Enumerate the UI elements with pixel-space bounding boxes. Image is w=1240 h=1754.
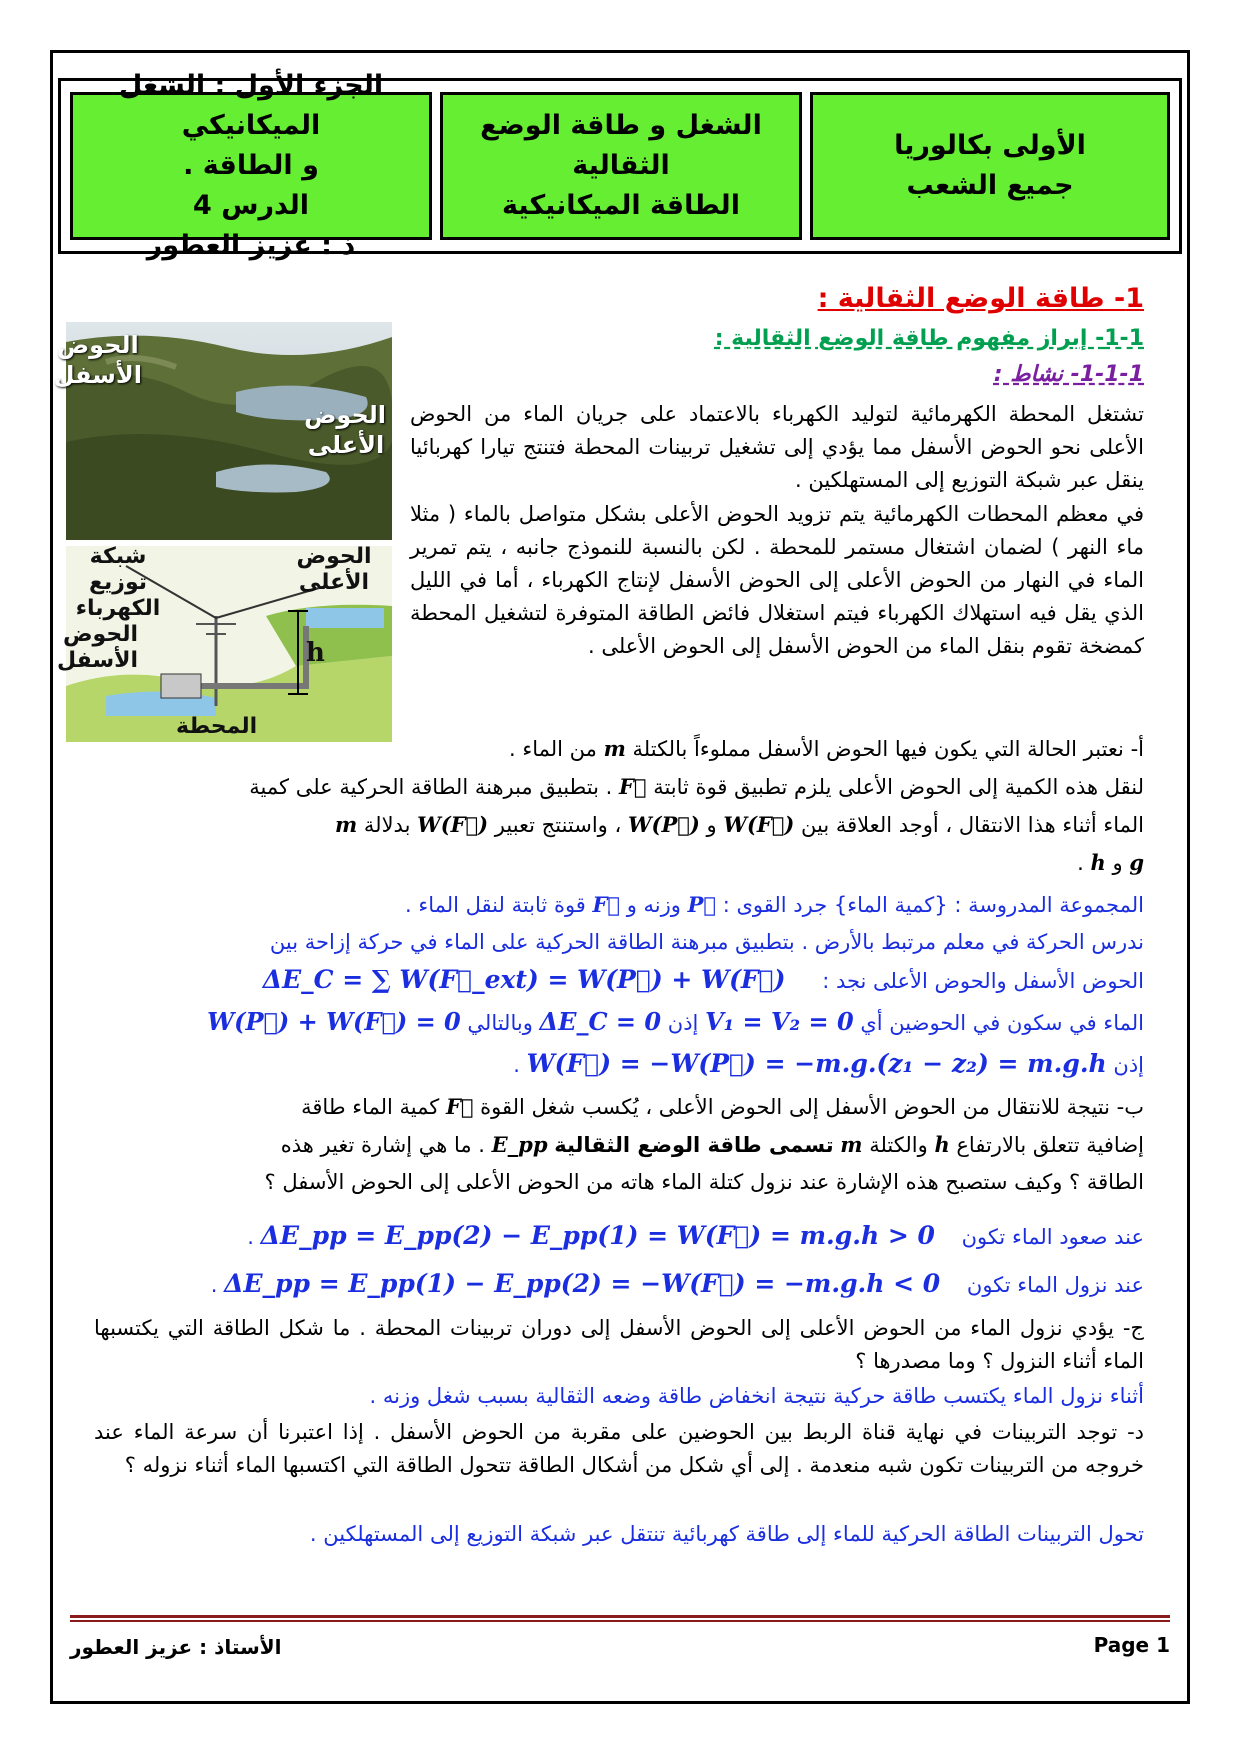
q-a3-start: الماء أثناء هذا الانتقال ، أوجد العلاقة بين: [801, 813, 1144, 837]
q-b2-end: . ما هي إشارة تغير هذه: [280, 1133, 485, 1157]
ans-b1-text: عند صعود الماء تكون: [961, 1225, 1144, 1249]
level-stream: جميع الشعب: [906, 170, 1074, 201]
diagram-label-upper: الحوض الأعلى: [296, 544, 372, 595]
math-m-3: m: [840, 1132, 863, 1157]
q-a3-and: و: [706, 813, 717, 837]
q-b1-end: كمية الماء طاقة: [301, 1095, 440, 1119]
footer-rule: [70, 1615, 1170, 1618]
question-a-line1: [410, 732, 1144, 766]
ans-c-text: أثناء نزول الماء يكتسب طاقة حركية نتيجة انخفاض طاقة وضعه الثقالية بسبب شغل وزنه .: [369, 1384, 1144, 1408]
ans-a2-text: ندرس الحركة في معلم مرتبط بالأرض . بتطبيق مبرهنة الطاقة الحركية على الماء في حركة إزاحة بين: [269, 930, 1144, 954]
answer-a-line5: إذن W(F⃗) = −W(P⃗) = −m.g.(z₁ − z₂) = m.g.h .: [513, 1049, 1144, 1078]
ans-d-text: تحول التربينات الطاقة الحركية للماء إلى طاقة كهربائية تنتقل عبر شبكة التوزيع إلى المستهلكين .: [309, 1522, 1144, 1546]
math-Epp: E_pp: [491, 1132, 548, 1157]
level-title: الأولى بكالوريا: [894, 130, 1086, 161]
equation-velocities: V₁ = V₂ = 0: [705, 1007, 854, 1036]
answer-c: [94, 1380, 1144, 1413]
diagram-label-height: h: [306, 638, 325, 668]
question-a-line3: [94, 808, 1144, 842]
reservoir-photo: [53, 322, 392, 540]
q-b2-mass: والكتلة: [869, 1133, 928, 1157]
math-WF: W(F⃗): [723, 812, 795, 837]
answer-b-line1: عند صعود الماء تكون ΔE_pp = E_pp(2) − E_pp(1) = W(F⃗) = m.g.h > 0 .: [247, 1221, 1144, 1250]
math-h-2: h: [934, 1132, 950, 1157]
q-b3-text: الطاقة ؟ وكيف ستصبح هذه الإشارة عند نزول كتلة الماء هاته من الحوض الأعلى إلى الحوض الأسفل ؟: [264, 1170, 1144, 1194]
question-a-line4: g و h .: [1077, 850, 1144, 875]
ans-a3-text: الحوض الأسفل والحوض الأعلى نجد :: [822, 969, 1144, 993]
photo-label-upper: الحوض الأعلى: [304, 401, 386, 459]
paragraph-operation: [410, 498, 1144, 663]
question-b-line2: [94, 1128, 1144, 1162]
part-title: الجزء الأول : الشغل الميكانيكي: [118, 70, 384, 141]
math-WF-2: W(F⃗): [417, 812, 489, 837]
equation-work-sum: W(P⃗) + W(F⃗) = 0: [207, 1007, 461, 1036]
q-b1-text: ب- نتيجة للانتقال من الحوض الأسفل إلى الحوض الأعلى ، يُكسب شغل القوة: [480, 1095, 1144, 1119]
math-m-2: m: [334, 812, 358, 837]
teacher-name: ذ : عزيز العطور: [146, 230, 356, 261]
q-a2-end: . بتطبيق مبرهنة الطاقة الحركية على كمية: [249, 775, 613, 799]
ans-a1-text: المجموعة المدروسة : {كمية الماء} جرد القوى :: [722, 893, 1144, 917]
equation-delta-ec: ΔE_C = 0: [539, 1007, 662, 1036]
header-lesson-box: [440, 92, 802, 240]
equation-rise: ΔE_pp = E_pp(2) − E_pp(1) = W(F⃗) = m.g.h > 0: [260, 1221, 935, 1250]
answer-d: [94, 1518, 1144, 1551]
ans-a4-text: الماء في سكون في الحوضين أي: [860, 1011, 1144, 1035]
question-c: [94, 1312, 1144, 1378]
answer-b-line2: عند نزول الماء تكون ΔE_pp = E_pp(1) − E_pp(2) = −W(F⃗) = −m.g.h < 0 .: [210, 1269, 1144, 1298]
section-heading: 1- طاقة الوضع الثقالية :: [817, 283, 1144, 314]
photo-label-lower: الحوض الأسفل: [53, 331, 142, 389]
math-WP: W(P⃗): [627, 812, 700, 837]
lesson-title: الشغل و طاقة الوضع الثقالية: [480, 110, 762, 181]
answer-a-line3: [263, 962, 1144, 999]
question-d: [94, 1416, 1144, 1482]
question-b-line3: [94, 1166, 1144, 1199]
subsection-heading: 1-1- إبراز مفهوم طاقة الوضع الثقالية :: [714, 326, 1144, 351]
math-F-2: F⃗: [592, 892, 621, 917]
math-h: h: [1090, 850, 1106, 875]
part-title-cont: و الطاقة .: [183, 150, 319, 181]
q-a4-and: و: [1112, 851, 1123, 875]
answer-a-line4: [207, 1004, 1144, 1041]
math-P: P⃗: [687, 892, 717, 917]
lesson-number: الدرس 4: [193, 190, 309, 221]
diagram-label-lower: الحوض الأسفل: [56, 622, 138, 673]
question-b-line1: [94, 1090, 1144, 1124]
footer-teacher: الأستاذ : عزيز العطور: [70, 1635, 282, 1659]
ans-b2-text: عند نزول الماء تكون: [966, 1273, 1144, 1297]
ans-a4-so: وبالتالي: [467, 1011, 533, 1035]
q-a1-text: أ- نعتبر الحالة التي يكون فيها الحوض الأسفل مملوءاً بالكتلة: [632, 737, 1144, 761]
q-a2-text: لنقل هذه الكمية إلى الحوض الأعلى يلزم تطبيق قوة ثابتة: [653, 775, 1144, 799]
question-a-line2: [94, 770, 1144, 804]
q-a3-mid: ، واستنتج تعبير: [494, 813, 622, 837]
math-g: g: [1129, 850, 1144, 875]
ans-a1-w: وزنه و: [626, 893, 681, 917]
header-part-box: [70, 70, 432, 261]
station-diagram: [56, 544, 392, 742]
q-d-text: د- توجد التربينات في نهاية قناة الربط بين الحوضين على مقربة من الحوض الأسفل . إذا اعتبرنا أن سرعة الماء عند خروجه من التربينات تكون شبه منعدمة . إلى أي شكل من أشكال الطاقة تتحول الطاقة التي اكتسبها الماء أثناء نزوله ؟: [94, 1420, 1144, 1477]
equation-kinetic-theorem: ΔE_C = ∑ W(F⃗_ext) = W(P⃗) + W(F⃗): [262, 965, 786, 994]
diagram-label-station: المحطة: [176, 714, 258, 739]
footer-page-number: Page 1: [1093, 1633, 1170, 1657]
math-m: m: [603, 736, 626, 761]
footer-rule-2: [70, 1620, 1170, 1622]
equation-work-result: W(F⃗) = −W(P⃗) = −m.g.(z₁ − z₂) = m.g.h: [526, 1049, 1107, 1078]
math-F-3: F⃗: [445, 1094, 474, 1119]
paragraph-operation-text: في معظم المحطات الكهرمائية يتم تزويد الحوض الأعلى بشكل متواصل بالماء ( مثلا ماء النهر ) لضمان اشتغال مستمر للمحطة . لكن بالنسبة للنموذج جانبه ، يتم تمرير الماء في النهار من الحوض الأعلى إلى الحوض الأسفل لإنتاج الكهرباء ، أما في الليل الذي يقل فيه استهلاك الكهرباء فيتم استغلال فائض الطاقة المتوفرة لتشغيل المحطة كمضخة تقوم بنقل الماء من الحوض الأسفل إلى الحوض الأعلى .: [410, 502, 1144, 658]
q-a1-end: من الماء .: [509, 737, 597, 761]
ans-a5-text: إذن: [1113, 1053, 1144, 1077]
activity-heading: 1-1-1- نشاط :: [993, 362, 1144, 387]
paragraph-intro-text: تشتغل المحطة الكهرمائية لتوليد الكهرباء بالاعتماد على جريان الماء من الحوض الأعلى نحو الحوض الأسفل مما يؤدي إلى تشغيل تربينات المحطة فتنتج تيارا كهربائيا ينقل عبر شبكة التوزيع إلى المستهلكين .: [410, 402, 1144, 492]
diagram-label-network: شبكة توزيع الكهرباء: [75, 544, 161, 621]
math-F: F⃗: [619, 774, 647, 799]
q-a3-end: بدلالة: [363, 813, 411, 837]
ans-a4-then: إذن: [667, 1011, 699, 1035]
answer-a-line2: [94, 926, 1144, 959]
equation-fall: ΔE_pp = E_pp(1) − E_pp(2) = −W(F⃗) = −m.g.h < 0: [224, 1269, 941, 1298]
lesson-subtitle: الطاقة الميكانيكية: [502, 190, 740, 221]
header-level-box: [810, 92, 1170, 240]
q-c-text: ج- يؤدي نزول الماء من الحوض الأعلى إلى الحوض الأسفل إلى دوران تربينات المحطة . ما شكل الطاقة التي يكتسبها الماء أثناء النزول ؟ وما مصدرها ؟: [94, 1316, 1144, 1373]
answer-a-line1: [94, 888, 1144, 922]
q-b2-name: تسمى طاقة الوضع الثقالية: [554, 1133, 834, 1157]
q-b2-text: إضافية تتعلق بالارتفاع: [956, 1133, 1144, 1157]
paragraph-intro: [410, 398, 1144, 497]
ans-a1-end: قوة ثابتة لنقل الماء .: [404, 893, 586, 917]
